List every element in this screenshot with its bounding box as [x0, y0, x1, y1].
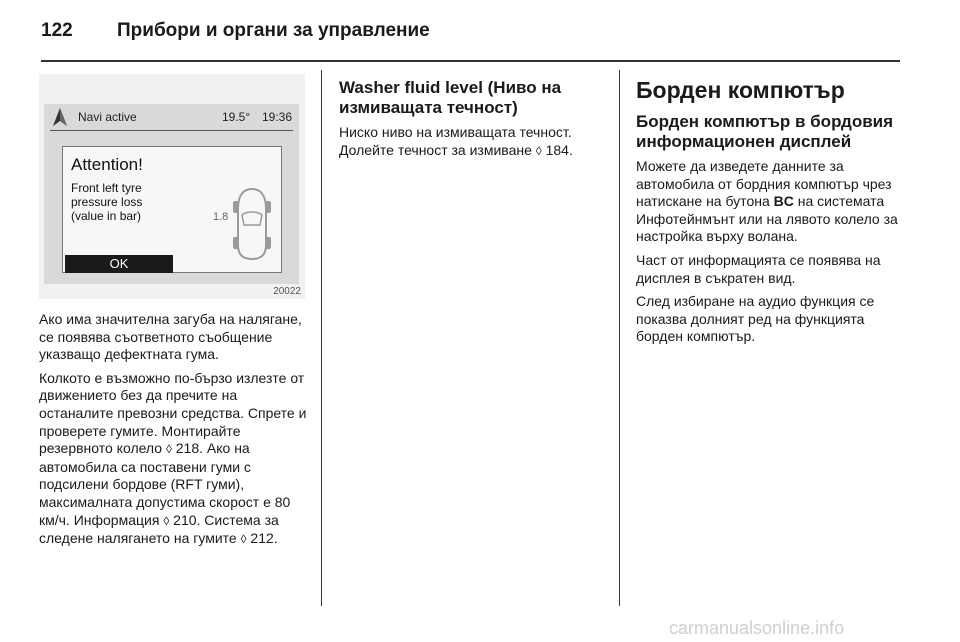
text-run: . — [568, 141, 573, 158]
paragraph — [339, 124, 605, 160]
text-run: . — [273, 530, 278, 547]
paragraph — [39, 370, 307, 549]
column-left — [39, 66, 307, 549]
text-run: . Система за следене налягането на гумите — [39, 511, 279, 547]
page-header — [41, 16, 901, 56]
header-divider — [41, 60, 900, 62]
warning-dialog — [62, 146, 282, 273]
subsection-heading: Борден компютър в бордовия информационен дисплей — [636, 112, 894, 151]
display-status-bar — [44, 104, 299, 130]
clock-readout: 19:36 — [262, 110, 293, 124]
text-run: Колкото е възможно по-бързо излезте от движението без да пречите на останалите превозни средства. Спрете и проверете гумите. Монтирайте резервното колело — [39, 369, 307, 457]
navigation-arrow-icon — [52, 108, 68, 126]
section-heading: Washer fluid level (Ниво на измиващата течност) — [339, 78, 562, 117]
message-line: pressure loss — [71, 195, 143, 209]
text-run: . Ако на автомобила са поставени гуми с подсилени бордове (RFT гуми), максималната допустима скорост е 80 км/ч. Информация — [39, 440, 291, 528]
message-line: Front left tyre — [71, 181, 142, 195]
navi-status-label: Navi active — [78, 110, 137, 124]
paragraph: Част от информацията се появява на дисплея в съкратен вид. — [636, 251, 881, 286]
message-line: (value in bar) — [71, 209, 142, 223]
page-reference-icon: ◊ — [240, 532, 247, 547]
text-run: Можете да изведете данните за автомобила от бордния компютър чрез натискане на бутона — [636, 158, 892, 210]
section-title: Борден компютър — [636, 77, 845, 103]
column-right — [636, 66, 902, 346]
page-reference[interactable]: 212 — [250, 530, 274, 547]
column-divider — [619, 70, 620, 606]
info-display-screen — [44, 104, 299, 284]
text-run: Ниско ниво на измиващата течност. Долейте течност за измиване — [339, 124, 572, 158]
column-divider — [321, 70, 322, 606]
figure-number: 20022 — [273, 286, 301, 297]
status-bar-divider — [50, 130, 293, 131]
dialog-message — [71, 181, 191, 223]
bc-button-label: BC — [773, 193, 794, 210]
car-top-view-icon — [231, 185, 273, 263]
page-title: Прибори и органи за управление — [117, 20, 430, 41]
column-middle — [339, 66, 605, 160]
figure-display — [39, 74, 305, 299]
page-reference-icon: ◊ — [163, 513, 170, 528]
temperature-readout: 19.5° — [222, 110, 251, 124]
dialog-title: Attention! — [71, 155, 143, 174]
paragraph — [636, 158, 902, 246]
paragraph: Ако има значителна загуба на налягане, се появява съответното съобщение указващо дефектната гума. — [39, 311, 302, 363]
page-reference[interactable]: 218 — [175, 440, 200, 457]
tyre-pressure-value: 1.8 — [213, 211, 229, 223]
watermark: carmanualsonline.info — [669, 618, 845, 638]
paragraph: След избиране на аудио функция се показва долният ред на функцията борден компютър. — [636, 293, 875, 345]
page-reference-icon: ◊ — [165, 442, 172, 457]
page-reference[interactable]: 184 — [545, 141, 569, 158]
page-reference-icon: ◊ — [535, 143, 542, 158]
ok-button: OK — [65, 255, 173, 273]
text-run: на системата Инфотейнмънт или на лявото колело за настройка върху волана. — [636, 193, 898, 245]
page-number: 122 — [41, 20, 73, 41]
page-reference[interactable]: 210 — [173, 511, 197, 528]
